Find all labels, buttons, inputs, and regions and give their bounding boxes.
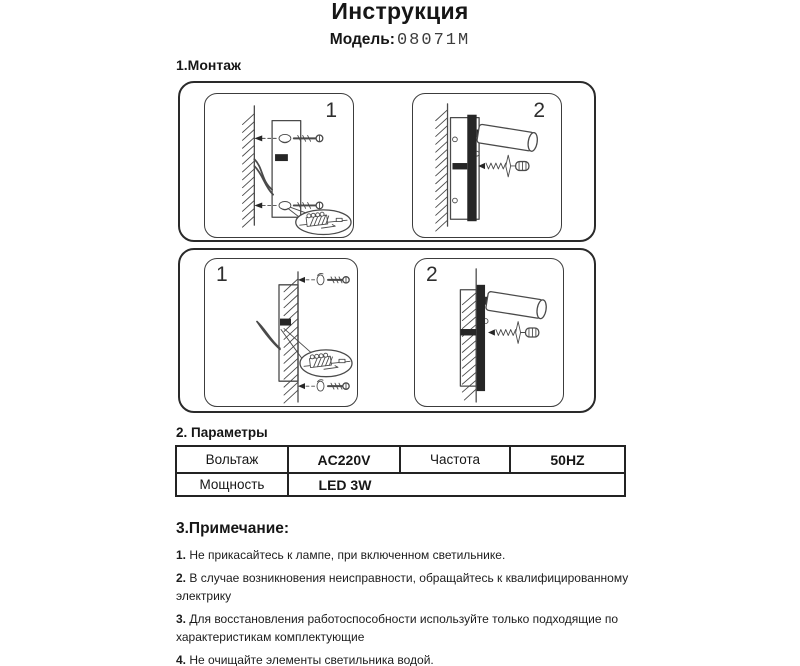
diagram-group-top (178, 81, 596, 242)
step-number: 1 (216, 263, 228, 286)
diagram-group-bottom (178, 248, 596, 413)
section-heading-parameters: 2. Параметры (176, 425, 268, 440)
wall (242, 106, 254, 227)
wires (257, 322, 280, 350)
note-number: 4. (176, 653, 187, 666)
diagram-panel-bottom-1 (204, 258, 358, 407)
wall (436, 104, 448, 231)
section-heading-montage: 1.Монтаж (176, 57, 241, 73)
lamp-cylinder (486, 291, 548, 319)
note-item-3 (176, 610, 640, 646)
note-text: В случае возникновения неисправности, обращайтесь к квалифицированному электрику (176, 571, 629, 603)
note-number: 2. (176, 571, 187, 585)
lamp-cylinder (477, 124, 539, 152)
model-line (0, 31, 800, 50)
note-text: Для восстановления работоспособности используйте только подходящие по характеристикам комплектующие (176, 612, 619, 644)
note-number: 1. (176, 548, 187, 562)
model-label: Модель: (329, 31, 395, 48)
fixing-screw-icon (460, 322, 538, 344)
model-value: 08071M (396, 31, 471, 50)
notes-list (176, 546, 640, 666)
page-title: Инструкция (331, 0, 469, 24)
anchor-screw-top-icon (298, 273, 349, 284)
step-number: 1 (325, 99, 337, 122)
diagram-panel-top-1 (204, 93, 354, 238)
note-text: Не прикасайтесь к лампе, при включенном светильнике. (189, 548, 506, 562)
param-power-label: Мощность (177, 472, 287, 495)
plate-bump (486, 319, 488, 324)
section-heading-notes: 3.Примечание: (176, 520, 290, 537)
param-power-value-text: LED 3W (318, 476, 372, 493)
note-item-2 (176, 569, 640, 605)
step-number: 2 (426, 263, 438, 286)
parameters-table (175, 445, 626, 497)
note-item-4 (176, 651, 640, 666)
wall (462, 269, 476, 402)
param-power-value (287, 472, 624, 495)
mount-plate (272, 121, 301, 218)
mounting-plate-wiring-diagram-mirrored (205, 259, 357, 406)
wires (254, 159, 273, 195)
param-frequency-label: Частота (399, 447, 509, 472)
param-voltage-value: AC220V (287, 447, 399, 472)
anchor-screw-bottom-icon (298, 380, 349, 391)
lamp-backplate (467, 115, 476, 222)
param-voltage-label: Вольтаж (177, 447, 287, 472)
lamp-backplate (477, 285, 485, 391)
terminal-block-detail (281, 329, 352, 377)
param-frequency-value: 50HZ (509, 447, 624, 472)
diagram-panel-top-2 (412, 93, 562, 238)
note-text: Не очищайте элементы светильника водой. (189, 653, 434, 666)
note-item-1 (176, 546, 640, 564)
diagram-panel-bottom-2 (414, 258, 564, 407)
step-number: 2 (533, 99, 545, 122)
wall (284, 272, 298, 403)
note-number: 3. (176, 612, 187, 626)
